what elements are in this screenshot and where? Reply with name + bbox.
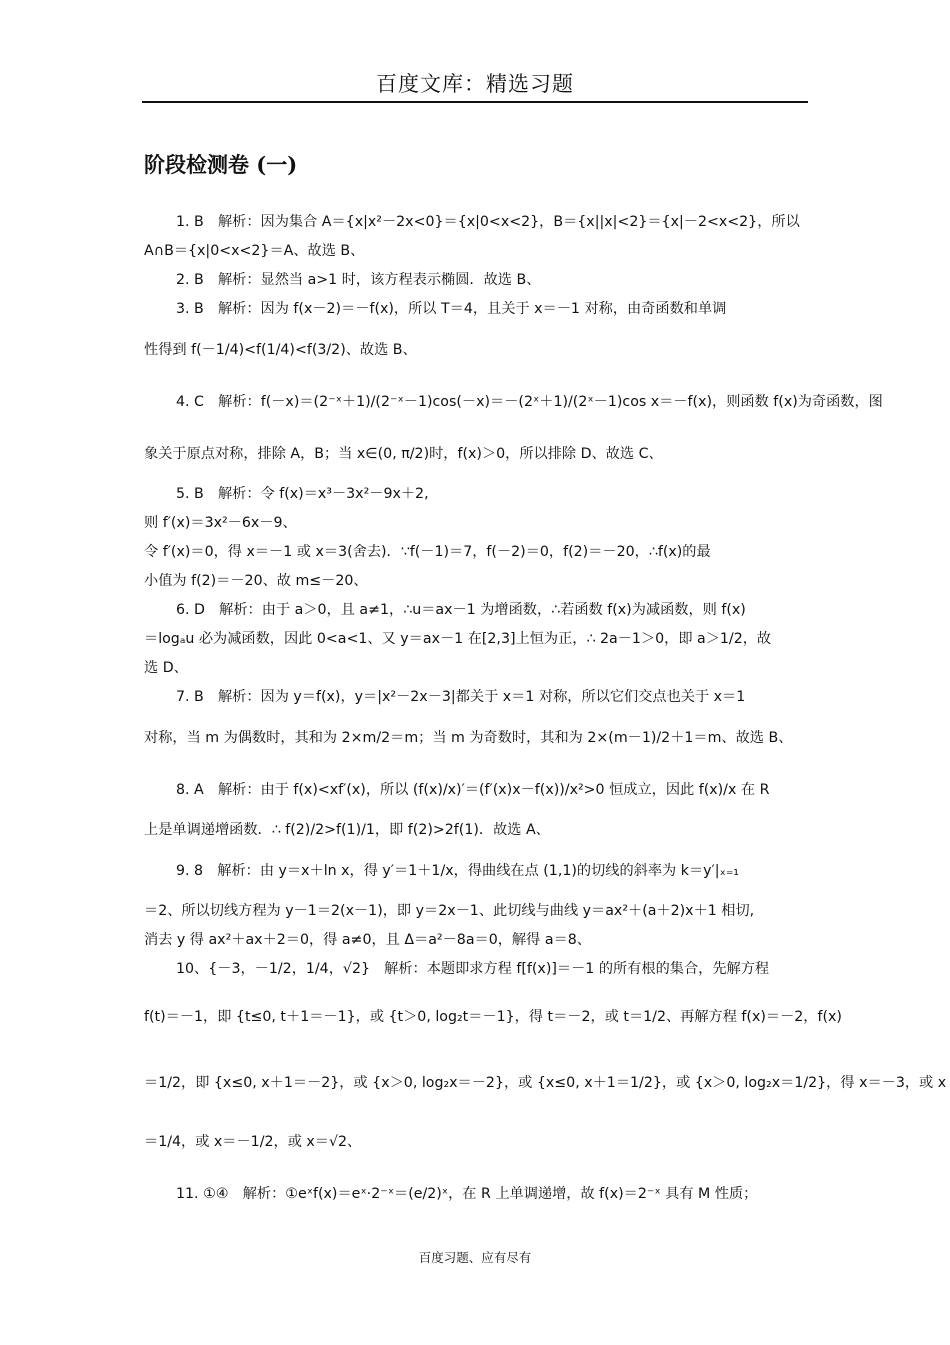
answer-line: 消去 y 得 ax²＋ax＋2＝0，得 a≠0，且 Δ＝a²－8a＝0，解得 a＝8、 [144, 932, 591, 948]
answer-line: 则 f′(x)＝3x²－6x－9、 [144, 515, 297, 531]
answer-line: 3. B 解析：因为 f(x－2)＝－f(x)，所以 T＝4，且关于 x＝－1 对称，由奇函数和单调 [176, 301, 727, 317]
answer-line: 性得到 f(－1/4)<f(1/4)<f(3/2)、故选 B、 [144, 342, 417, 358]
answer-line: 4. C 解析：f(－x)＝(2⁻ˣ＋1)/(2⁻ˣ－1)cos(－x)＝－(2ˣ＋1)/(2ˣ－1)cos x＝－f(x)，则函数 f(x)为奇函数，图 [176, 394, 883, 410]
answer-line: 上是单调递增函数．∴ f(2)/2>f(1)/1，即 f(2)>2f(1)．故选 A、 [144, 822, 550, 838]
answer-line: ＝1/4，或 x＝－1/2，或 x＝√2、 [144, 1134, 362, 1150]
answer-line: 6. D 解析：由于 a＞0，且 a≠1，∴u＝ax－1 为增函数，∴若函数 f(x)为减函数，则 f(x) [176, 602, 746, 618]
answer-line: 对称，当 m 为偶数时，其和为 2×m/2＝m；当 m 为奇数时，其和为 2×(m－1)/2＋1＝m、故选 B、 [144, 730, 793, 746]
answer-line: f(t)＝－1，即 {t≤0, t＋1＝－1}，或 {t＞0, log₂t＝－1}，得 t＝－2，或 t＝1/2、再解方程 f(x)＝－2，f(x) [144, 1009, 842, 1025]
header-divider [142, 101, 808, 103]
answer-line: 1. B 解析：因为集合 A＝{x|x²－2x<0}＝{x|0<x<2}，B＝{x||x|<2}＝{x|－2<x<2}，所以 [176, 214, 800, 230]
answer-line: 小值为 f(2)＝－20、故 m≤－20、 [144, 573, 368, 589]
answer-line: 9. 8 解析：由 y＝x＋ln x，得 y′＝1＋1/x，得曲线在点 (1,1)的切线的斜率为 k＝y′|ₓ₌₁ [176, 863, 739, 879]
answer-line: ＝2、所以切线方程为 y－1＝2(x－1)，即 y＝2x－1、此切线与曲线 y＝ax²＋(a＋2)x＋1 相切, [144, 903, 755, 919]
answer-body [144, 208, 947, 1220]
answer-line: A∩B＝{x|0<x<2}＝A、故选 B、 [144, 243, 365, 259]
answer-line: 11. ①④ 解析：①eˣf(x)＝eˣ·2⁻ˣ＝(e/2)ˣ，在 R 上单调递增，故 f(x)＝2⁻ˣ 具有 M 性质； [176, 1186, 758, 1202]
answer-line: 2. B 解析：显然当 a>1 时，该方程表示椭圆．故选 B、 [176, 272, 541, 288]
page-footer: 百度习题、应有尽有 [418, 1250, 532, 1265]
answer-line: 8. A 解析：由于 f(x)<xf′(x)，所以 (f(x)/x)′＝(f′(x)x－f(x))/x²>0 恒成立，因此 f(x)/x 在 R [176, 782, 770, 798]
section-heading: 阶段检测卷 (一) [144, 152, 298, 177]
answer-line: 选 D、 [144, 660, 188, 676]
answer-line: 象关于原点对称，排除 A，B；当 x∈(0, π/2)时，f(x)＞0，所以排除 D、故选 C、 [144, 446, 663, 462]
answer-line: ＝1/2，即 {x≤0, x＋1＝－2}，或 {x＞0, log₂x＝－2}，或 {x≤0, x＋1＝1/2}，或 {x＞0, log₂x＝1/2}，得 x＝－3，或 x [144, 1075, 947, 1091]
answer-line: ＝logₐu 必为减函数，因此 0<a<1、又 y＝ax－1 在[2,3]上恒为正，∴ 2a－1＞0，即 a＞1/2，故 [144, 631, 772, 647]
answer-line: 5. B 解析：令 f(x)＝x³－3x²－9x＋2, [176, 486, 429, 502]
page-header-title: 百度文库：精选习题 [376, 72, 574, 96]
answer-line: 令 f′(x)＝0，得 x＝－1 或 x＝3(舍去)．∵f(－1)＝7，f(－2)＝0，f(2)＝－20，∴f(x)的最 [144, 544, 711, 560]
answer-line: 7. B 解析：因为 y＝f(x)，y＝|x²－2x－3|都关于 x＝1 对称，所以它们交点也关于 x＝1 [176, 689, 746, 705]
answer-line: 10、{－3，－1/2，1/4，√2} 解析：本题即求方程 f[f(x)]＝－1 的所有根的集合，先解方程 [176, 961, 770, 977]
